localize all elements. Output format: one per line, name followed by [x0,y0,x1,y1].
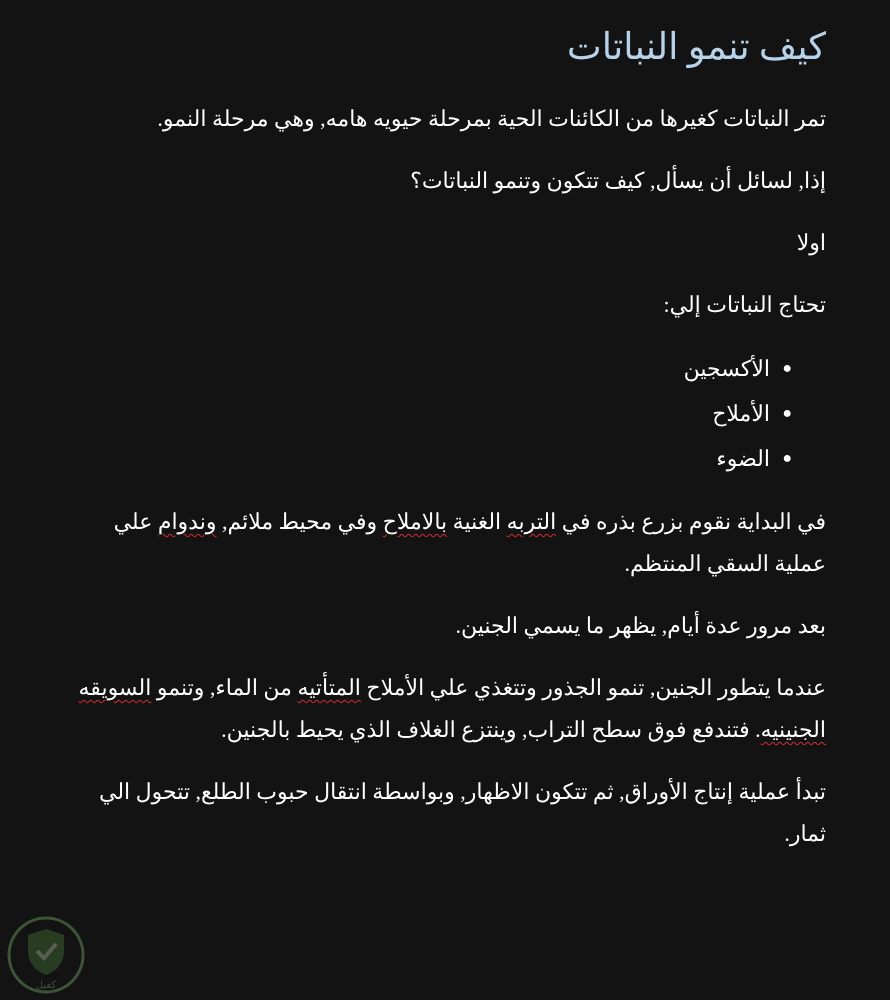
paragraph-planting [60,501,826,585]
paragraph-needs: تحتاج النباتات إلي: [663,292,826,317]
bullet-icon: ● [782,450,792,467]
watermark-text: كفيل [35,980,57,991]
text-run: الغنية [447,509,507,534]
text-run: من الماء, وتنمو [151,675,298,700]
needs-list [60,346,826,481]
page-title: كيف تنمو النباتات [566,27,826,68]
text-run: في البداية نقوم بزرع بذره في [556,509,826,534]
paragraph-embryo: بعد مرور عدة أيام, يظهر ما يسمي الجنين. [455,613,826,638]
list-item [60,436,792,481]
paragraph-intro: تمر النباتات كغيرها من الكائنات الحية بمرحلة حيويه هامه, وهي مرحلة النمو. [157,106,826,131]
list-item [60,391,792,436]
text-run: وفي محيط ملائم, [216,509,383,534]
list-item-label: الأملاح [712,401,770,426]
paragraph-growth [60,667,826,751]
paragraph-leaves: تبدأ عملية إنتاج الأوراق, ثم تتكون الاظهار, وبواسطة انتقال حبوب الطلع, تتحول الي ثمار. [98,779,826,846]
bullet-icon: ● [782,405,792,422]
paragraph-first: اولا [796,230,826,255]
text-run: عندما يتطور الجنين, تنمو الجذور وتتغذي علي الأملاح [360,675,826,700]
watermark-logo [6,915,86,995]
spell-error[interactable]: بالاملاح [382,509,448,534]
list-item-label: الأكسجين [683,356,770,381]
spell-error[interactable]: المتأتيه [297,675,361,700]
bullet-icon: ● [782,360,792,377]
spell-error[interactable]: السويقه [78,675,152,700]
spell-error[interactable]: التربه [506,509,557,534]
paragraph-question: إذا, لسائل أن يسأل, كيف تتكون وتنمو النباتات؟ [410,168,826,193]
shield-check-icon [28,929,64,975]
list-item-label: الضوء [716,446,770,471]
text-run: علي عملية السقي المنتظم. [113,509,826,576]
spell-error[interactable]: وندوام [157,509,217,534]
spell-error[interactable]: الجنينيه [760,717,826,742]
text-run: . فتندفع فوق سطح التراب, وينتزع الغلاف الذي يحيط بالجنين. [221,717,761,742]
document-body [60,20,826,875]
list-item [60,346,792,391]
